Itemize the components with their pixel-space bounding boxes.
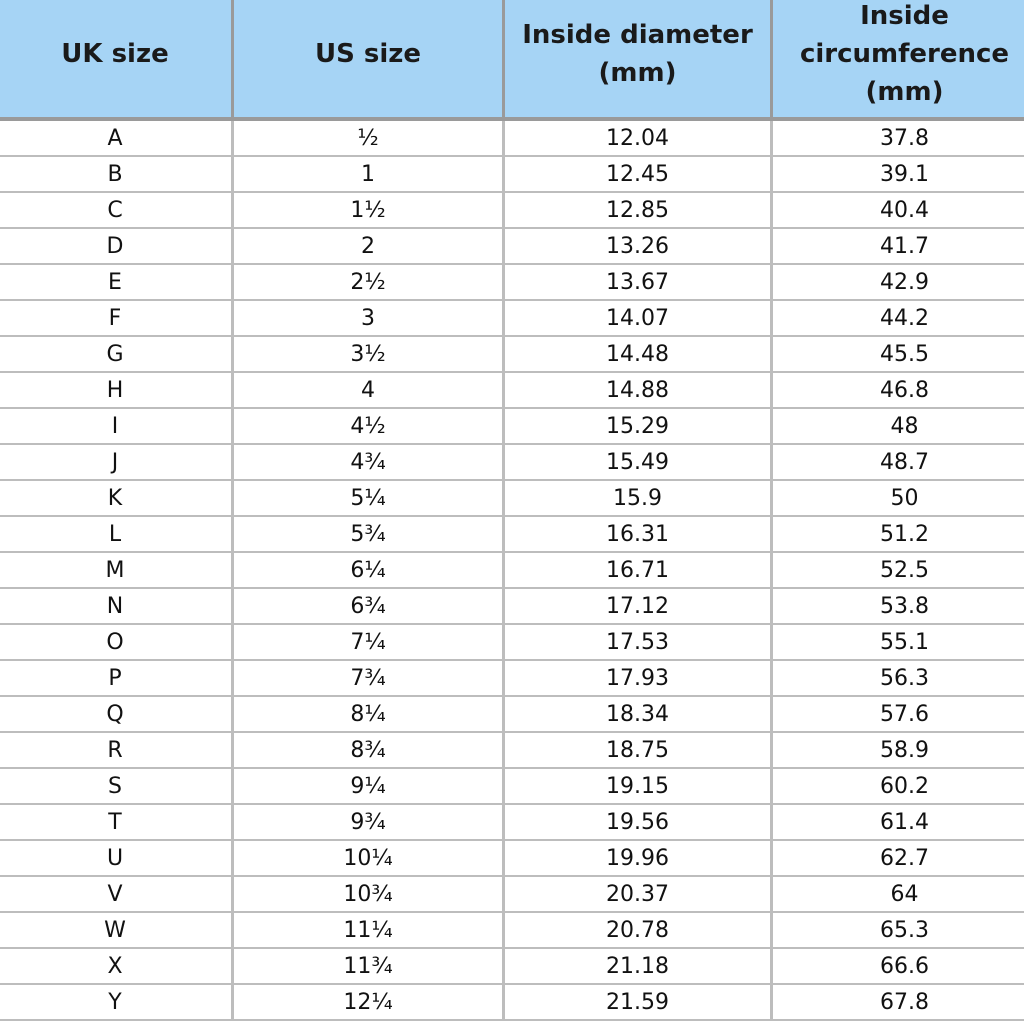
table-row — [0, 119, 1024, 156]
table-row — [0, 876, 1024, 912]
inside-circumference-cell: 41.7 — [772, 228, 1024, 264]
table-row — [0, 588, 1024, 624]
uk-size-cell: W — [0, 912, 233, 948]
uk-size-cell: K — [0, 480, 233, 516]
table-row — [0, 624, 1024, 660]
inside-diameter-cell: 19.56 — [504, 804, 772, 840]
inside-circumference-cell: 57.6 — [772, 696, 1024, 732]
header-inside-circumference — [772, 0, 1024, 119]
us-size-cell: 7¾ — [233, 660, 504, 696]
inside-circumference-cell: 52.5 — [772, 552, 1024, 588]
us-size-cell: 9¼ — [233, 768, 504, 804]
us-size-cell: 1 — [233, 156, 504, 192]
inside-circumference-cell: 39.1 — [772, 156, 1024, 192]
us-size-cell: 8¾ — [233, 732, 504, 768]
header-inside-diameter-line-2: (mm) — [598, 57, 677, 88]
inside-diameter-cell: 21.59 — [504, 984, 772, 1020]
us-size-cell: 3½ — [233, 336, 504, 372]
inside-diameter-cell: 21.18 — [504, 948, 772, 984]
us-size-cell: 11¼ — [233, 912, 504, 948]
uk-size-cell: X — [0, 948, 233, 984]
uk-size-cell: Q — [0, 696, 233, 732]
table-row — [0, 372, 1024, 408]
inside-diameter-cell: 15.29 — [504, 408, 772, 444]
inside-circumference-cell: 65.3 — [772, 912, 1024, 948]
inside-circumference-cell: 53.8 — [772, 588, 1024, 624]
table-row — [0, 696, 1024, 732]
header-uk-size-line: UK size — [61, 38, 169, 69]
table-row — [0, 552, 1024, 588]
us-size-cell: 3 — [233, 300, 504, 336]
uk-size-cell: H — [0, 372, 233, 408]
us-size-cell: 6¼ — [233, 552, 504, 588]
inside-circumference-cell: 44.2 — [772, 300, 1024, 336]
uk-size-cell: M — [0, 552, 233, 588]
uk-size-cell: A — [0, 119, 233, 156]
inside-diameter-cell: 17.53 — [504, 624, 772, 660]
inside-circumference-cell: 55.1 — [772, 624, 1024, 660]
inside-diameter-cell: 15.9 — [504, 480, 772, 516]
table-row — [0, 804, 1024, 840]
inside-circumference-cell: 40.4 — [772, 192, 1024, 228]
inside-diameter-cell: 17.93 — [504, 660, 772, 696]
inside-diameter-cell: 13.67 — [504, 264, 772, 300]
inside-diameter-cell: 12.04 — [504, 119, 772, 156]
table-row — [0, 840, 1024, 876]
us-size-cell: 12¼ — [233, 984, 504, 1020]
uk-size-cell: J — [0, 444, 233, 480]
uk-size-cell: V — [0, 876, 233, 912]
us-size-cell: 5¼ — [233, 480, 504, 516]
table-row — [0, 444, 1024, 480]
inside-diameter-cell: 20.78 — [504, 912, 772, 948]
header-inside-circumference-line-3: (mm) — [865, 76, 944, 107]
inside-diameter-cell: 16.31 — [504, 516, 772, 552]
us-size-cell: 2 — [233, 228, 504, 264]
table-row — [0, 192, 1024, 228]
header-us-size — [233, 0, 504, 119]
table-row — [0, 948, 1024, 984]
inside-circumference-cell: 58.9 — [772, 732, 1024, 768]
table-row — [0, 300, 1024, 336]
header-inside-diameter-line-1: Inside diameter — [522, 19, 753, 50]
uk-size-cell: B — [0, 156, 233, 192]
header-inside-diameter — [504, 0, 772, 119]
uk-size-cell: I — [0, 408, 233, 444]
inside-diameter-cell: 14.48 — [504, 336, 772, 372]
inside-circumference-cell: 56.3 — [772, 660, 1024, 696]
inside-diameter-cell: 14.07 — [504, 300, 772, 336]
uk-size-cell: U — [0, 840, 233, 876]
inside-circumference-cell: 64 — [772, 876, 1024, 912]
inside-diameter-cell: 18.34 — [504, 696, 772, 732]
uk-size-cell: N — [0, 588, 233, 624]
us-size-cell: 1½ — [233, 192, 504, 228]
inside-diameter-cell: 16.71 — [504, 552, 772, 588]
table-body — [0, 119, 1024, 1020]
us-size-cell: 10¼ — [233, 840, 504, 876]
inside-diameter-cell: 20.37 — [504, 876, 772, 912]
uk-size-cell: G — [0, 336, 233, 372]
inside-diameter-cell: 19.15 — [504, 768, 772, 804]
inside-diameter-cell: 18.75 — [504, 732, 772, 768]
table-row — [0, 984, 1024, 1020]
table-row — [0, 336, 1024, 372]
us-size-cell: ½ — [233, 119, 504, 156]
table-row — [0, 408, 1024, 444]
header-row — [0, 0, 1024, 119]
inside-circumference-cell: 51.2 — [772, 516, 1024, 552]
table-row — [0, 156, 1024, 192]
us-size-cell: 10¾ — [233, 876, 504, 912]
header-us-size-line: US size — [314, 38, 422, 69]
us-size-cell: 4½ — [233, 408, 504, 444]
uk-size-cell: O — [0, 624, 233, 660]
us-size-cell: 11¾ — [233, 948, 504, 984]
inside-diameter-cell: 19.96 — [504, 840, 772, 876]
table-row — [0, 912, 1024, 948]
us-size-cell: 5¾ — [233, 516, 504, 552]
uk-size-cell: R — [0, 732, 233, 768]
inside-diameter-cell: 12.45 — [504, 156, 772, 192]
inside-circumference-cell: 61.4 — [772, 804, 1024, 840]
inside-circumference-cell: 37.8 — [772, 119, 1024, 156]
inside-circumference-cell: 45.5 — [772, 336, 1024, 372]
us-size-cell: 2½ — [233, 264, 504, 300]
inside-diameter-cell: 17.12 — [504, 588, 772, 624]
us-size-cell: 4¾ — [233, 444, 504, 480]
header-inside-circumference-line-2: circumference — [799, 38, 1010, 69]
us-size-cell: 4 — [233, 372, 504, 408]
us-size-cell: 8¼ — [233, 696, 504, 732]
uk-size-cell: T — [0, 804, 233, 840]
uk-size-cell: S — [0, 768, 233, 804]
uk-size-cell: F — [0, 300, 233, 336]
table-row — [0, 264, 1024, 300]
inside-diameter-cell: 15.49 — [504, 444, 772, 480]
inside-circumference-cell: 62.7 — [772, 840, 1024, 876]
uk-size-cell: P — [0, 660, 233, 696]
us-size-cell: 6¾ — [233, 588, 504, 624]
uk-size-cell: E — [0, 264, 233, 300]
inside-circumference-cell: 42.9 — [772, 264, 1024, 300]
table-row — [0, 768, 1024, 804]
uk-size-cell: L — [0, 516, 233, 552]
table-row — [0, 660, 1024, 696]
uk-size-cell: D — [0, 228, 233, 264]
inside-circumference-cell: 50 — [772, 480, 1024, 516]
us-size-cell: 7¼ — [233, 624, 504, 660]
inside-circumference-cell: 66.6 — [772, 948, 1024, 984]
inside-circumference-cell: 46.8 — [772, 372, 1024, 408]
header-uk-size — [0, 0, 233, 119]
us-size-cell: 9¾ — [233, 804, 504, 840]
table-row — [0, 516, 1024, 552]
inside-circumference-cell: 67.8 — [772, 984, 1024, 1020]
inside-circumference-cell: 60.2 — [772, 768, 1024, 804]
inside-diameter-cell: 14.88 — [504, 372, 772, 408]
uk-size-cell: Y — [0, 984, 233, 1020]
inside-diameter-cell: 13.26 — [504, 228, 772, 264]
header-inside-circumference-line-1: Inside — [860, 0, 949, 31]
inside-circumference-cell: 48.7 — [772, 444, 1024, 480]
inside-circumference-cell: 48 — [772, 408, 1024, 444]
inside-diameter-cell: 12.85 — [504, 192, 772, 228]
table-row — [0, 480, 1024, 516]
uk-size-cell: C — [0, 192, 233, 228]
table-row — [0, 228, 1024, 264]
table-row — [0, 732, 1024, 768]
